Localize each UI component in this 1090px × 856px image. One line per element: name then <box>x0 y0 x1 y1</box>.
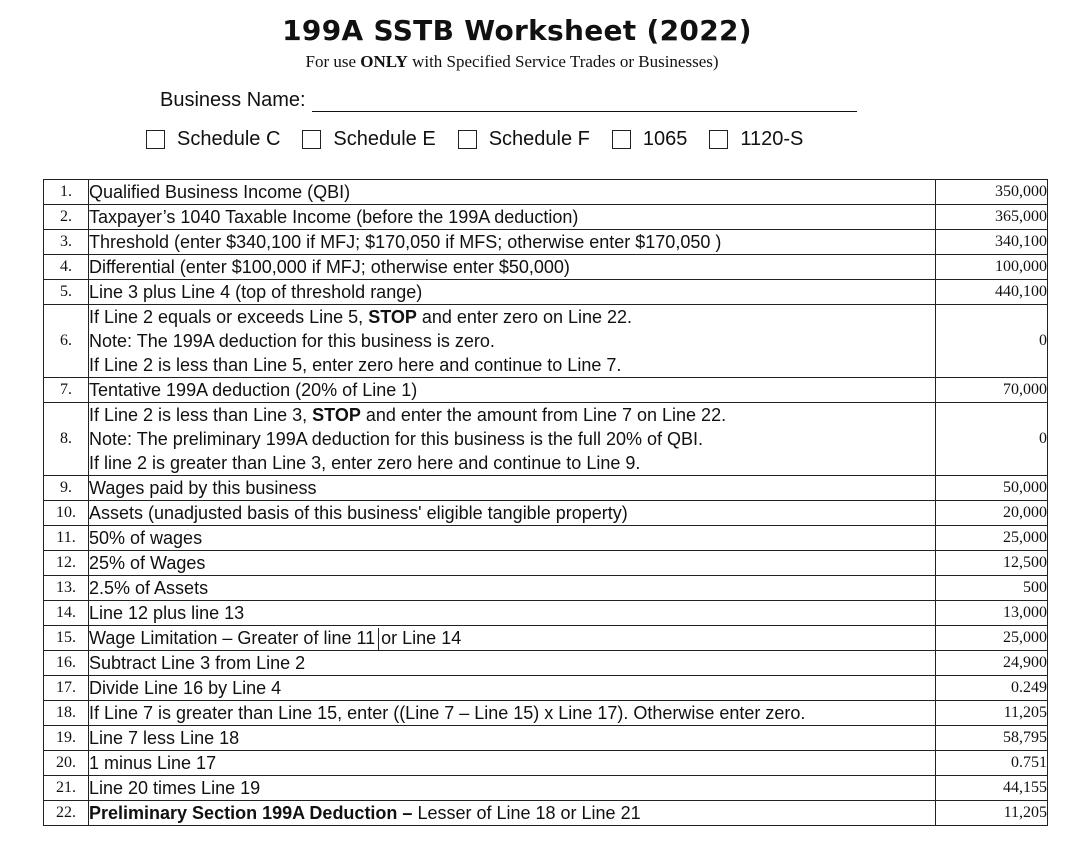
line-description: Tentative 199A deduction (20% of Line 1) <box>89 378 936 403</box>
text: Wage Limitation – Greater of line 11 <box>89 628 376 648</box>
checkbox-icon[interactable] <box>146 130 165 149</box>
line-description: 2.5% of Assets <box>89 576 936 601</box>
table-row <box>44 576 1048 601</box>
line-number: 18. <box>44 701 89 726</box>
table-row <box>44 676 1048 701</box>
line-value[interactable]: 350,000 <box>936 180 1048 205</box>
subtitle-emphasis: ONLY <box>360 52 408 71</box>
line-value[interactable]: 500 <box>936 576 1048 601</box>
table-row <box>44 378 1048 403</box>
line-description: 25% of Wages <box>89 551 936 576</box>
table-row <box>44 751 1048 776</box>
worksheet-title: 199A SSTB Worksheet (2022) <box>282 14 752 47</box>
line-description: Taxpayer’s 1040 Taxable Income (before the 199A deduction) <box>89 205 936 230</box>
table-row <box>44 776 1048 801</box>
line-description: Differential (enter $100,000 if MFJ; otherwise enter $50,000) <box>89 255 936 280</box>
line-number: 15. <box>44 626 89 651</box>
table-row <box>44 230 1048 255</box>
line-value[interactable]: 50,000 <box>936 476 1048 501</box>
line-number: 19. <box>44 726 89 751</box>
line-description: Wages paid by this business <box>89 476 936 501</box>
table-row <box>44 280 1048 305</box>
table-row <box>44 626 1048 651</box>
table-row <box>44 205 1048 230</box>
line-value[interactable]: 0 <box>936 403 1048 476</box>
checkbox-icon[interactable] <box>302 130 321 149</box>
table-row <box>44 651 1048 676</box>
checkbox-1065[interactable] <box>612 128 688 151</box>
line-number: 13. <box>44 576 89 601</box>
line-description: Qualified Business Income (QBI) <box>89 180 936 205</box>
worksheet-subtitle <box>0 52 1024 72</box>
table-row <box>44 526 1048 551</box>
checkbox-label: Schedule E <box>333 128 436 150</box>
cell-divider <box>378 628 379 650</box>
line-description: Line 20 times Line 19 <box>89 776 936 801</box>
table-row <box>44 255 1048 280</box>
table-row <box>44 180 1048 205</box>
line-value[interactable]: 25,000 <box>936 526 1048 551</box>
line-value[interactable]: 44,155 <box>936 776 1048 801</box>
line-value[interactable]: 20,000 <box>936 501 1048 526</box>
line-value[interactable]: 0 <box>936 305 1048 378</box>
checkbox-schedule-e[interactable] <box>302 128 435 151</box>
table-row <box>44 726 1048 751</box>
instruction-line <box>89 403 935 427</box>
line-description: Line 7 less Line 18 <box>89 726 936 751</box>
line-description: 1 minus Line 17 <box>89 751 936 776</box>
checkbox-1120s[interactable] <box>709 128 803 151</box>
line-number: 12. <box>44 551 89 576</box>
checkbox-icon[interactable] <box>612 130 631 149</box>
business-name-label: Business Name: <box>160 89 306 111</box>
checkbox-icon[interactable] <box>709 130 728 149</box>
line-number: 4. <box>44 255 89 280</box>
business-name-row <box>160 89 857 112</box>
line-value[interactable]: 13,000 <box>936 601 1048 626</box>
checkbox-label: 1120-S <box>740 128 804 150</box>
text: If Line 2 equals or exceeds Line 5, <box>89 307 369 327</box>
subtitle-prefix: For use <box>305 52 361 71</box>
table-row <box>44 305 1048 378</box>
line-description: If Line 7 is greater than Line 15, enter ((Line 7 – Line 15) x Line 17). Otherwise enter zero. <box>89 701 936 726</box>
line-number: 7. <box>44 378 89 403</box>
table-row <box>44 601 1048 626</box>
note-line: Note: The 199A deduction for this business is zero. <box>89 331 495 351</box>
line-value[interactable]: 12,500 <box>936 551 1048 576</box>
line-value[interactable]: 25,000 <box>936 626 1048 651</box>
line-value[interactable]: 440,100 <box>936 280 1048 305</box>
line-value[interactable]: 340,100 <box>936 230 1048 255</box>
line-number: 2. <box>44 205 89 230</box>
table-row <box>44 476 1048 501</box>
line-description: Assets (unadjusted basis of this business' eligible tangible property) <box>89 501 936 526</box>
checkbox-label: Schedule F <box>488 128 590 150</box>
line-value[interactable]: 365,000 <box>936 205 1048 230</box>
line-number: 5. <box>44 280 89 305</box>
checkbox-label: 1065 <box>642 128 688 150</box>
line-number: 22. <box>44 801 89 826</box>
line-value[interactable]: 70,000 <box>936 378 1048 403</box>
line-number: 9. <box>44 476 89 501</box>
line-description: 50% of wages <box>89 526 936 551</box>
table-row <box>44 501 1048 526</box>
checkbox-schedule-f[interactable] <box>458 128 590 151</box>
text: and enter the amount from Line 7 on Line 22. <box>360 405 727 425</box>
line-description <box>89 403 936 476</box>
line-description <box>89 626 936 651</box>
line-value[interactable]: 0.751 <box>936 751 1048 776</box>
line-number: 3. <box>44 230 89 255</box>
text: Lesser of Line 18 or Line 21 <box>412 803 641 824</box>
line-value[interactable]: 11,205 <box>936 801 1048 826</box>
line-number: 16. <box>44 651 89 676</box>
checkbox-schedule-c[interactable] <box>146 128 280 151</box>
instruction-line: If line 2 is greater than Line 3, enter zero here and continue to Line 9. <box>89 453 641 473</box>
line-value[interactable]: 11,205 <box>936 701 1048 726</box>
line-number: 17. <box>44 676 89 701</box>
line-value[interactable]: 100,000 <box>936 255 1048 280</box>
form-type-checkboxes <box>146 128 825 151</box>
table-row <box>44 801 1048 826</box>
line-description: Subtract Line 3 from Line 2 <box>89 651 936 676</box>
line-description: Line 12 plus line 13 <box>89 601 936 626</box>
line-description: Line 3 plus Line 4 (top of threshold range) <box>89 280 936 305</box>
line-number: 21. <box>44 776 89 801</box>
stop-emphasis: STOP <box>312 405 361 425</box>
text: and enter zero on Line 22. <box>416 307 633 327</box>
line-description: Divide Line 16 by Line 4 <box>89 676 936 701</box>
line-description: Threshold (enter $340,100 if MFJ; $170,050 if MFS; otherwise enter $170,050 ) <box>89 230 936 255</box>
line-number: 10. <box>44 501 89 526</box>
table-row <box>44 701 1048 726</box>
line-number: 6. <box>44 305 89 378</box>
instruction-line: If Line 2 is less than Line 5, enter zero here and continue to Line 7. <box>89 355 622 375</box>
text: or Line 14 <box>381 628 462 648</box>
line-number: 1. <box>44 180 89 205</box>
line-value[interactable]: 0.249 <box>936 676 1048 701</box>
line-number: 20. <box>44 751 89 776</box>
line-value[interactable]: 58,795 <box>936 726 1048 751</box>
line-number: 11. <box>44 526 89 551</box>
line-description <box>89 801 936 826</box>
worksheet-table <box>43 179 1048 826</box>
business-name-field[interactable] <box>312 89 857 112</box>
line-number: 8. <box>44 403 89 476</box>
deduction-label: Preliminary Section 199A Deduction – <box>89 803 413 824</box>
line-number: 14. <box>44 601 89 626</box>
subtitle-suffix: with Specified Service Trades or Businesses) <box>407 52 719 71</box>
table-row <box>44 403 1048 476</box>
note-line: Note: The preliminary 199A deduction for this business is the full 20% of QBI. <box>89 429 703 449</box>
checkbox-label: Schedule C <box>177 128 281 150</box>
instruction-line <box>89 305 935 329</box>
line-description <box>89 305 936 378</box>
text: If Line 2 is less than Line 3, <box>89 405 313 425</box>
checkbox-icon[interactable] <box>458 130 477 149</box>
stop-emphasis: STOP <box>368 307 417 327</box>
line-value[interactable]: 24,900 <box>936 651 1048 676</box>
table-row <box>44 551 1048 576</box>
